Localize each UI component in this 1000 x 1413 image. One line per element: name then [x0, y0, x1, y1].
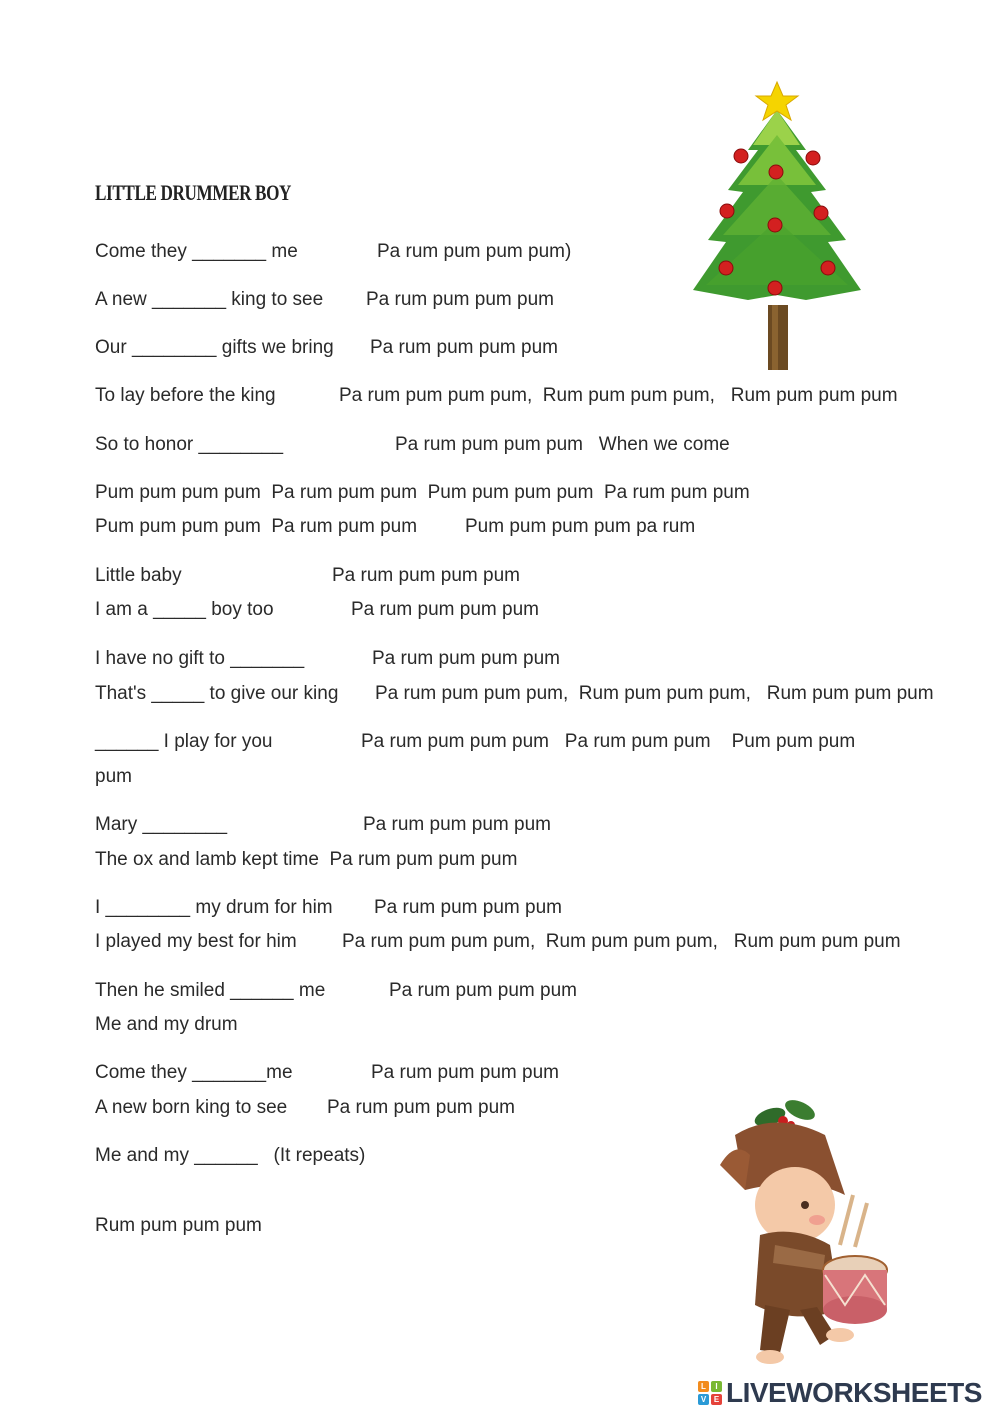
lyric-text: Pa rum pum pum pum: [374, 897, 562, 918]
liveworksheets-logo[interactable]: [698, 1377, 998, 1409]
lyric-text: To lay before the king: [95, 385, 276, 406]
lyric-text: Pa rum pum pum pum: [370, 337, 558, 358]
lyric-text: I played my best for him: [95, 931, 297, 952]
lyric-text: ______ I play for you: [95, 731, 273, 752]
lyric-text: Pa rum pum pum pum, Rum pum pum pum, Rum pum pum pum: [375, 683, 934, 704]
lyric-text: Come they _______me: [95, 1062, 293, 1083]
lyric-text: I ________ my drum for him: [95, 897, 333, 918]
lyric-text: Pa rum pum pum pum: [351, 599, 539, 620]
lyric-text: Mary ________: [95, 814, 228, 835]
logo-square-v: V: [698, 1394, 709, 1405]
lyric-text: Pa rum pum pum pum: [332, 565, 520, 586]
lyric-text: Me and my ______ (It repeats): [95, 1145, 366, 1166]
lyric-text: Me and my drum: [95, 1014, 238, 1035]
drummer-boy-image: [705, 1095, 905, 1375]
logo-icon: [698, 1381, 722, 1405]
lyric-text: I have no gift to _______: [95, 648, 305, 669]
lyric-text: Pa rum pum pum pum): [377, 241, 572, 262]
lyric-text: Rum pum pum pum: [95, 1215, 262, 1236]
logo-text: LIVEWORKSHEETS: [726, 1377, 982, 1408]
lyric-text: pum: [95, 766, 132, 787]
lyric-text: Pa rum pum pum pum: [389, 980, 577, 1001]
lyric-text: Pum pum pum pum Pa rum pum pum: [95, 516, 418, 537]
logo-square-i: I: [711, 1381, 722, 1392]
lyric-text: Pa rum pum pum pum, Rum pum pum pum, Rum pum pum pum: [339, 385, 898, 406]
lyric-text: Pa rum pum pum pum When we come: [395, 434, 730, 455]
lyric-text: Pa rum pum pum pum: [372, 648, 560, 669]
christmas-tree-image: [688, 80, 866, 375]
lyric-text: Pa rum pum pum pum, Rum pum pum pum, Rum pum pum pum: [342, 931, 901, 952]
lyric-text: Pum pum pum pum pa rum: [465, 516, 696, 537]
lyric-text: Pa rum pum pum pum: [371, 1062, 559, 1083]
lyric-text: Little baby: [95, 565, 182, 586]
lyric-text: Our ________ gifts we bring: [95, 337, 334, 358]
lyric-text: Pum pum pum pum Pa rum pum pum Pum pum pum pum Pa rum pum pum: [95, 482, 750, 503]
lyric-text: A new born king to see: [95, 1097, 288, 1118]
lyric-text: So to honor ________: [95, 434, 284, 455]
lyric-text: Pa rum pum pum pum: [366, 289, 554, 310]
worksheet-title: LITTLE DRUMMER BOY: [95, 180, 292, 205]
logo-square-l: L: [698, 1381, 709, 1392]
lyric-text: Come they _______ me: [95, 241, 298, 262]
lyric-text: Pa rum pum pum pum Pa rum pum pum Pum pum pum: [361, 731, 856, 752]
lyric-text: That's _____ to give our king: [95, 683, 339, 704]
logo-square-e: E: [711, 1394, 722, 1405]
lyric-text: Pa rum pum pum pum: [327, 1097, 515, 1118]
lyric-text: The ox and lamb kept time Pa rum pum pum pum: [95, 849, 518, 870]
lyric-text: I am a _____ boy too: [95, 599, 274, 620]
lyric-text: Then he smiled ______ me: [95, 980, 326, 1001]
lyric-text: Pa rum pum pum pum: [363, 814, 551, 835]
lyric-text: A new _______ king to see: [95, 289, 324, 310]
